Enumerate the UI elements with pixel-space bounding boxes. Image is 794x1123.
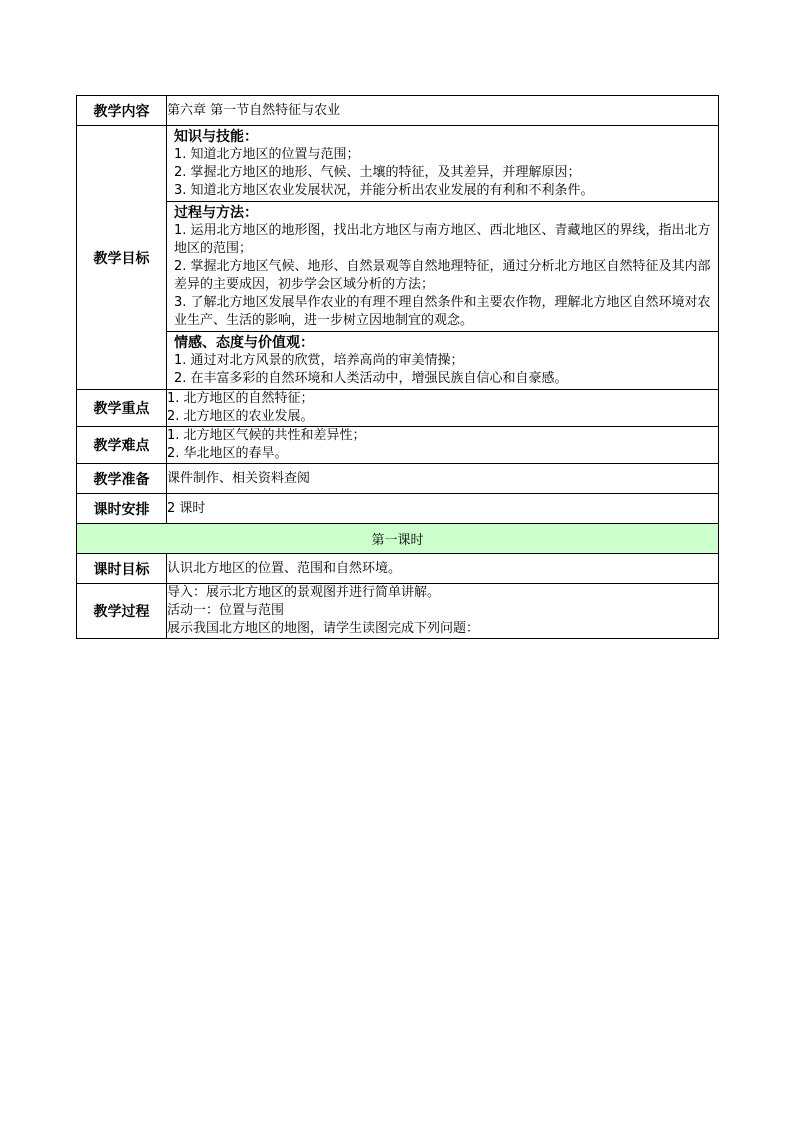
goal-section-knowledge <box>167 126 718 201</box>
goal-section-title: 情感、态度与价值观： <box>174 335 314 351</box>
label-preparation: 教学准备 <box>77 464 167 494</box>
label-lesson-goal: 课时目标 <box>77 554 167 584</box>
label-key-points: 教学重点 <box>77 390 167 427</box>
value-teaching-content: 第六章 第一节自然特征与农业 <box>167 96 719 126</box>
difficulty-line: 2. 华北地区的春旱。 <box>167 446 288 461</box>
key-point-line: 1. 北方地区的自然特征； <box>167 391 314 406</box>
goals-cell <box>167 126 719 390</box>
row-teaching-process <box>77 584 719 639</box>
label-teaching-goals: 教学目标 <box>77 126 167 390</box>
row-schedule <box>77 494 719 524</box>
goal-section-title: 过程与方法： <box>174 205 258 221</box>
row-teaching-goals <box>77 126 719 390</box>
label-teaching-content: 教学内容 <box>77 96 167 126</box>
lesson-plan-table <box>76 95 719 639</box>
difficulties-cell <box>167 427 719 464</box>
goal-section-process <box>167 201 718 331</box>
first-lesson-heading: 第一课时 <box>77 524 719 554</box>
row-teaching-content <box>77 96 719 126</box>
goal-line: 3. 知道北方地区农业发展状况，并能分析出农业发展的有利和不利条件。 <box>174 183 594 198</box>
goal-line: 1. 运用北方地区的地形图，找出北方地区与南方地区、西北地区、青藏地区的界线，指出北方地区的范围； <box>174 223 711 256</box>
row-key-points <box>77 390 719 427</box>
process-line: 导入：展示北方地区的景观图并进行简单讲解。 <box>167 585 441 600</box>
goal-section-title: 知识与技能： <box>174 129 258 145</box>
difficulty-line: 1. 北方地区气候的共性和差异性； <box>167 428 366 443</box>
goal-line: 3. 了解北方地区发展旱作农业的有理不理自然条件和主要农作物，理解北方地区自然环境对农业生产、生活的影响，进一步树立因地制宜的观念。 <box>174 295 711 328</box>
goal-line: 1. 通过对北方风景的欣赏，培养高尚的审美情操； <box>174 353 464 368</box>
label-teaching-process: 教学过程 <box>77 584 167 639</box>
label-schedule: 课时安排 <box>77 494 167 524</box>
process-cell <box>167 584 719 639</box>
goal-section-attitude <box>167 331 718 389</box>
key-points-cell <box>167 390 719 427</box>
row-difficulties <box>77 427 719 464</box>
key-point-line: 2. 北方地区的农业发展。 <box>167 409 314 424</box>
goal-line: 2. 在丰富多彩的自然环境和人类活动中，增强民族自信心和自豪感。 <box>174 371 568 386</box>
goal-line: 2. 掌握北方地区的地形、气候、土壤的特征，及其差异，并理解原因； <box>174 165 581 180</box>
label-difficulties: 教学难点 <box>77 427 167 464</box>
value-preparation: 课件制作、相关资料查阅 <box>167 464 719 494</box>
row-lesson-goal <box>77 554 719 584</box>
row-first-lesson-band <box>77 524 719 554</box>
goal-line: 2. 掌握北方地区气候、地形、自然景观等自然地理特征，通过分析北方地区自然特征及其内部差异的主要成因，初步学会区域分析的方法； <box>174 259 711 292</box>
process-line: 展示我国北方地区的地图，请学生读图完成下列问题： <box>167 621 480 636</box>
row-preparation <box>77 464 719 494</box>
process-line: 活动一：位置与范围 <box>167 603 285 618</box>
goal-line: 1. 知道北方地区的位置与范围； <box>174 147 360 162</box>
value-lesson-goal: 认识北方地区的位置、范围和自然环境。 <box>167 554 719 584</box>
value-schedule: 2 课时 <box>167 494 719 524</box>
